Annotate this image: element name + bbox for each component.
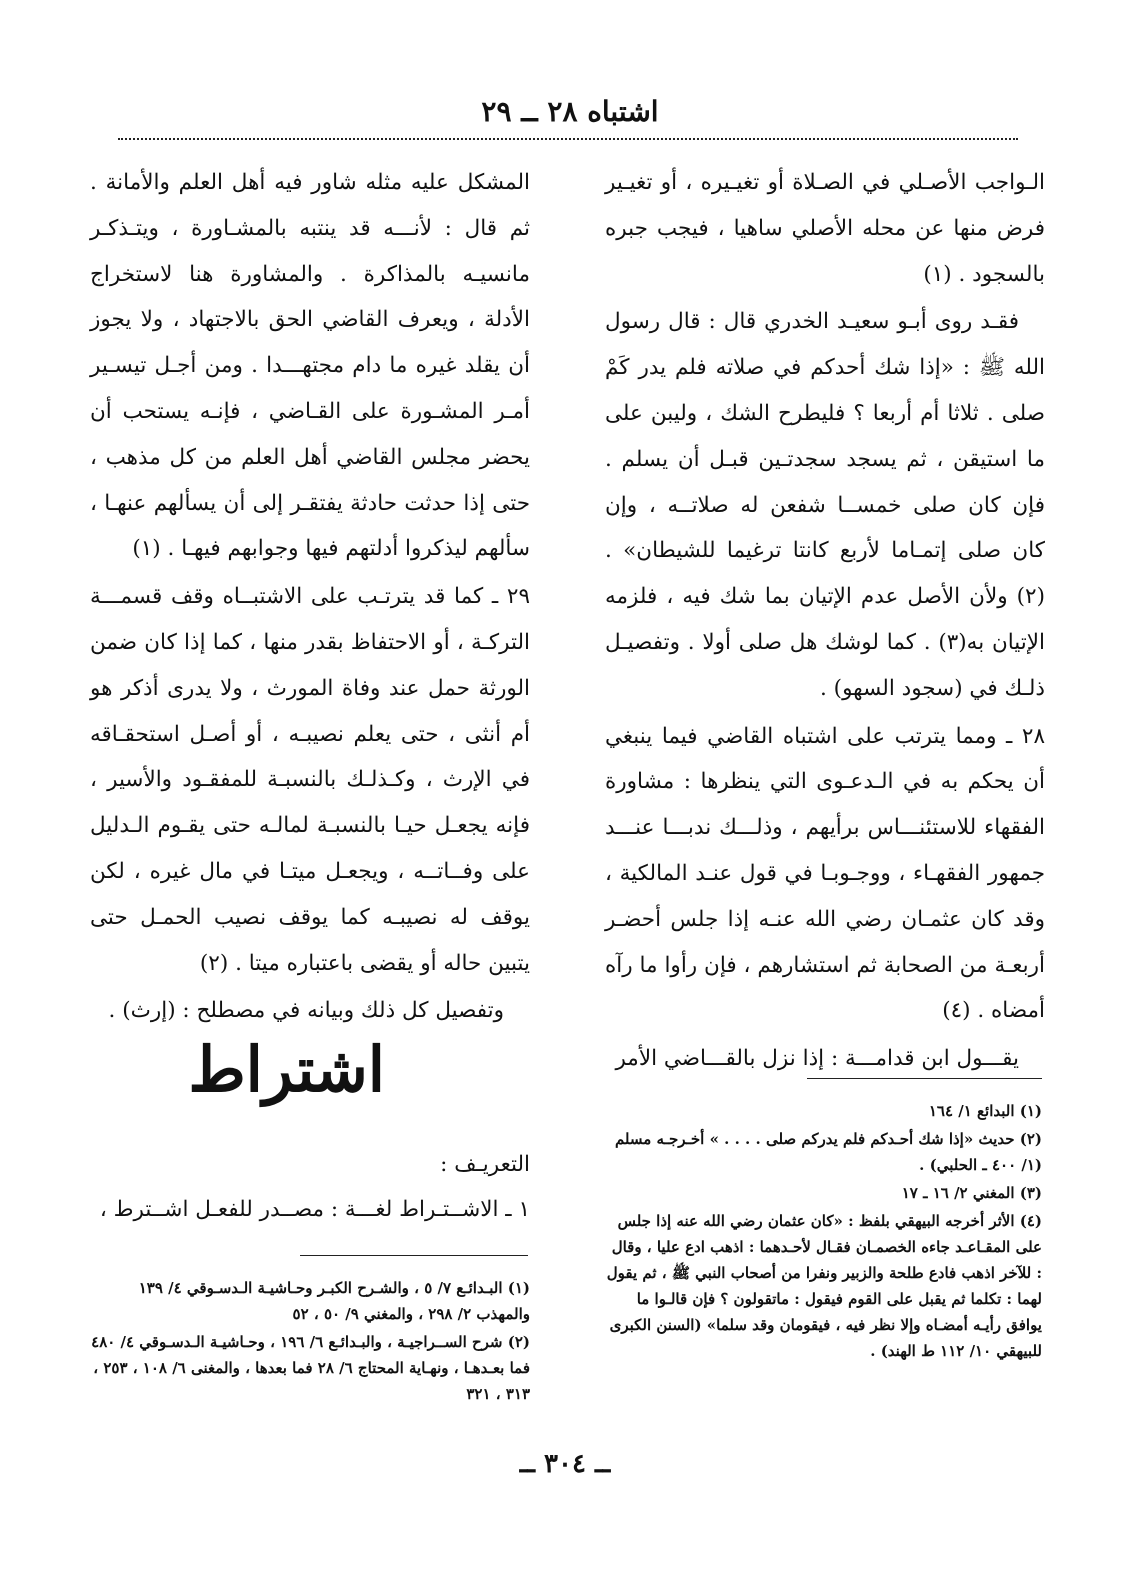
left-paragraph-2: ٢٩ ـ كما قد يترتـب على الاشتبــاه وقف قسمـــة التركـة ، أو الاحتفاظ بقدر منها ، كما إذا كان ضمن الورثة حمل عند وفاة المورث ، ولا يدرى أذكر هو أم أنثى ، حتى يعلم نصيبـه ، أو أصـل استحقـاقه في الإرث ، وكـذلـك بالنسبـة للمفقـود والأسير ، فإنه يجعـل حيـا بالنسبـة لمالـه حتى يقـوم الـدليل على وفــاتــه ، ويجعـل ميتـا في مال غيره ، لكن يوقف له نصيبـه كما يوقف نصيب الحمـل حتى يتبين حاله أو يقضى باعتباره ميتا . (٢) xyxy=(90,584,530,976)
right-paragraph-4: يقـــول ابن قدامـــة : إذا نزل بالقـــاضي الأمر xyxy=(615,1046,1019,1072)
footnote-item: (٢) شرح الســراجيـة ، والبـدائـع ٦/ ١٩٦ ، وحـاشيـة الـدسـوقي ٤/ ٤٨٠ فما بعـدهـا ، ونهـاية المحتاج ٦/ ٢٨ فما بعدها ، والمغنى ٦/ ١٠٨ ، ٢٥٣ ، ٣١٣ ، ٣٢١ xyxy=(91,1333,530,1403)
definition-label: التعريـف : xyxy=(440,1152,530,1177)
left-paragraph-1: المشكل عليه مثله شاور فيه أهل العلم والأمانة . ثم قال : لأنـــه قد ينتبه بالمشـاورة ، ويتـذكـر مانسيـه بالمذاكرة . والمشاورة هنا لاستخراج الأدلة ، ويعرف القاضي الحق بالاجتهاد ، ولا يجوز أن يقلد غيره ما دام مجتهـــدا . ومن أجـل تيسـير أمـر المشـورة على القـاضي ، فإنـه يستحب أن يحضر مجلس القاضي أهل العلم من كل مذهب ، حتى إذا حدثت حادثة يفتقـر إلى أن يسألهم عنهـا ، سألهم ليذكروا أدلتهم فيها وجوابهم فيهـا . (١) xyxy=(90,170,530,562)
header-dotted-rule xyxy=(118,138,1018,140)
footnote-rule-right xyxy=(807,1078,1042,1079)
right-paragraph-3: ٢٨ ـ ومما يترتب على اشتباه القاضي فيما ينبغي أن يحكم به في الـدعـوى التي ينظرها : مشاورة الفقهاء للاستئنـــاس برأيهم ، وذلـــك ندبـــا عنـــد جمهور الفقهـاء ، ووجـوبـا في قول عنـد المالكية ، وقد كان عثمـان رضي الله عنـه إذا جلس أحضـر أربعـة من الصحابة ثم استشارهم ، فإن رأوا ما رآه أمضاه . (٤) xyxy=(605,723,1045,1024)
right-paragraph-1: الـواجب الأصـلي في الصـلاة أو تغيـيره ، أو تغيـير فرض منها عن محله الأصلي ساهيا ، فيجب جبره بالسجود . (١) xyxy=(605,170,1045,287)
left-paragraph-3: وتفصيل كل ذلك وبيانه في مصطلح : (إرث) . xyxy=(108,998,504,1024)
footnote-item: (٣) المغني ٢/ ١٦ ـ ١٧ xyxy=(901,1184,1042,1202)
footnote-item: (٤) الأثر أخرجه البيهقي بلفظ : «كان عثمان رضي الله عنه إذا جلس على المقـاعـد جاءه الخصمـان فقـال لأحـدهما : اذهب ادع عليا ، وقال : للآخر اذهب فادع طلحة والزبير ونفرا من أصحاب النبي ﷺ ، ثم يقول لهما : تكلما ثم يقبل على القوم فيقول : ماتقولون ؟ فإن قالـوا ما يوافق رأيـه أمضـاه وإلا نظر فيه ، فيقومان وقد سلما» (السنن الكبرى للبيهقي ١٠/ ١١٢ ط الهند) . xyxy=(606,1212,1042,1360)
footnotes-right xyxy=(602,1098,1042,1366)
page-number: ــ ٣٠٤ ــ xyxy=(519,1449,611,1479)
right-column xyxy=(605,160,1045,1082)
section-title: اشتراط xyxy=(188,1033,385,1106)
footnote-item: (٢) حديث «إذا شك أحـدكم فلم يدركم صلى . . . . » أخـرجـه مسلم (١/ ٤٠٠ ـ الحلبي) . xyxy=(614,1130,1042,1174)
footnotes-left xyxy=(88,1275,530,1409)
footnote-item: (١) البـدائـع ٧/ ٥ ، والشـرح الكبـر وحـاشيـة الـدسـوقي ٤/ ١٣٩ والمهذب ٢/ ٢٩٨ ، والمغني ٩/ ٥٠ ، ٥٢ xyxy=(138,1279,530,1323)
footnote-item: (١) البدائع ١/ ١٦٤ xyxy=(928,1102,1042,1120)
definition-text: ١ ـ الاشــتـراط لغـــة : مصــدر للفعـل اشــترط ، xyxy=(99,1197,530,1222)
footnote-rule-left xyxy=(300,1255,528,1256)
left-column xyxy=(90,160,530,1034)
right-paragraph-2: فقـد روى أبـو سعيـد الخدري قال : قال رسول الله ﷺ : «إذا شك أحدكم في صلاته فلم يدر كَمْ صلى . ثلاثا أم أربعا ؟ فليطرح الشك ، وليبن على ما استيقن ، ثم يسجد سجدتـين قبـل أن يسلم . فإن كان صلى خمســا شفعن له صلاتــه ، وإن كان صلى إتمـاما لأربع كانتا ترغيما للشيطان» . (٢) ولأن الأصل عدم الإتيان بما شك فيه ، فلزمه الإتيان به(٣) . كما لوشك هل صلى أولا . وتفصيـل ذلـك في (سجود السهو) . xyxy=(605,309,1045,701)
page-header: اشتباه ٢٨ ــ ٢٩ xyxy=(481,95,659,128)
